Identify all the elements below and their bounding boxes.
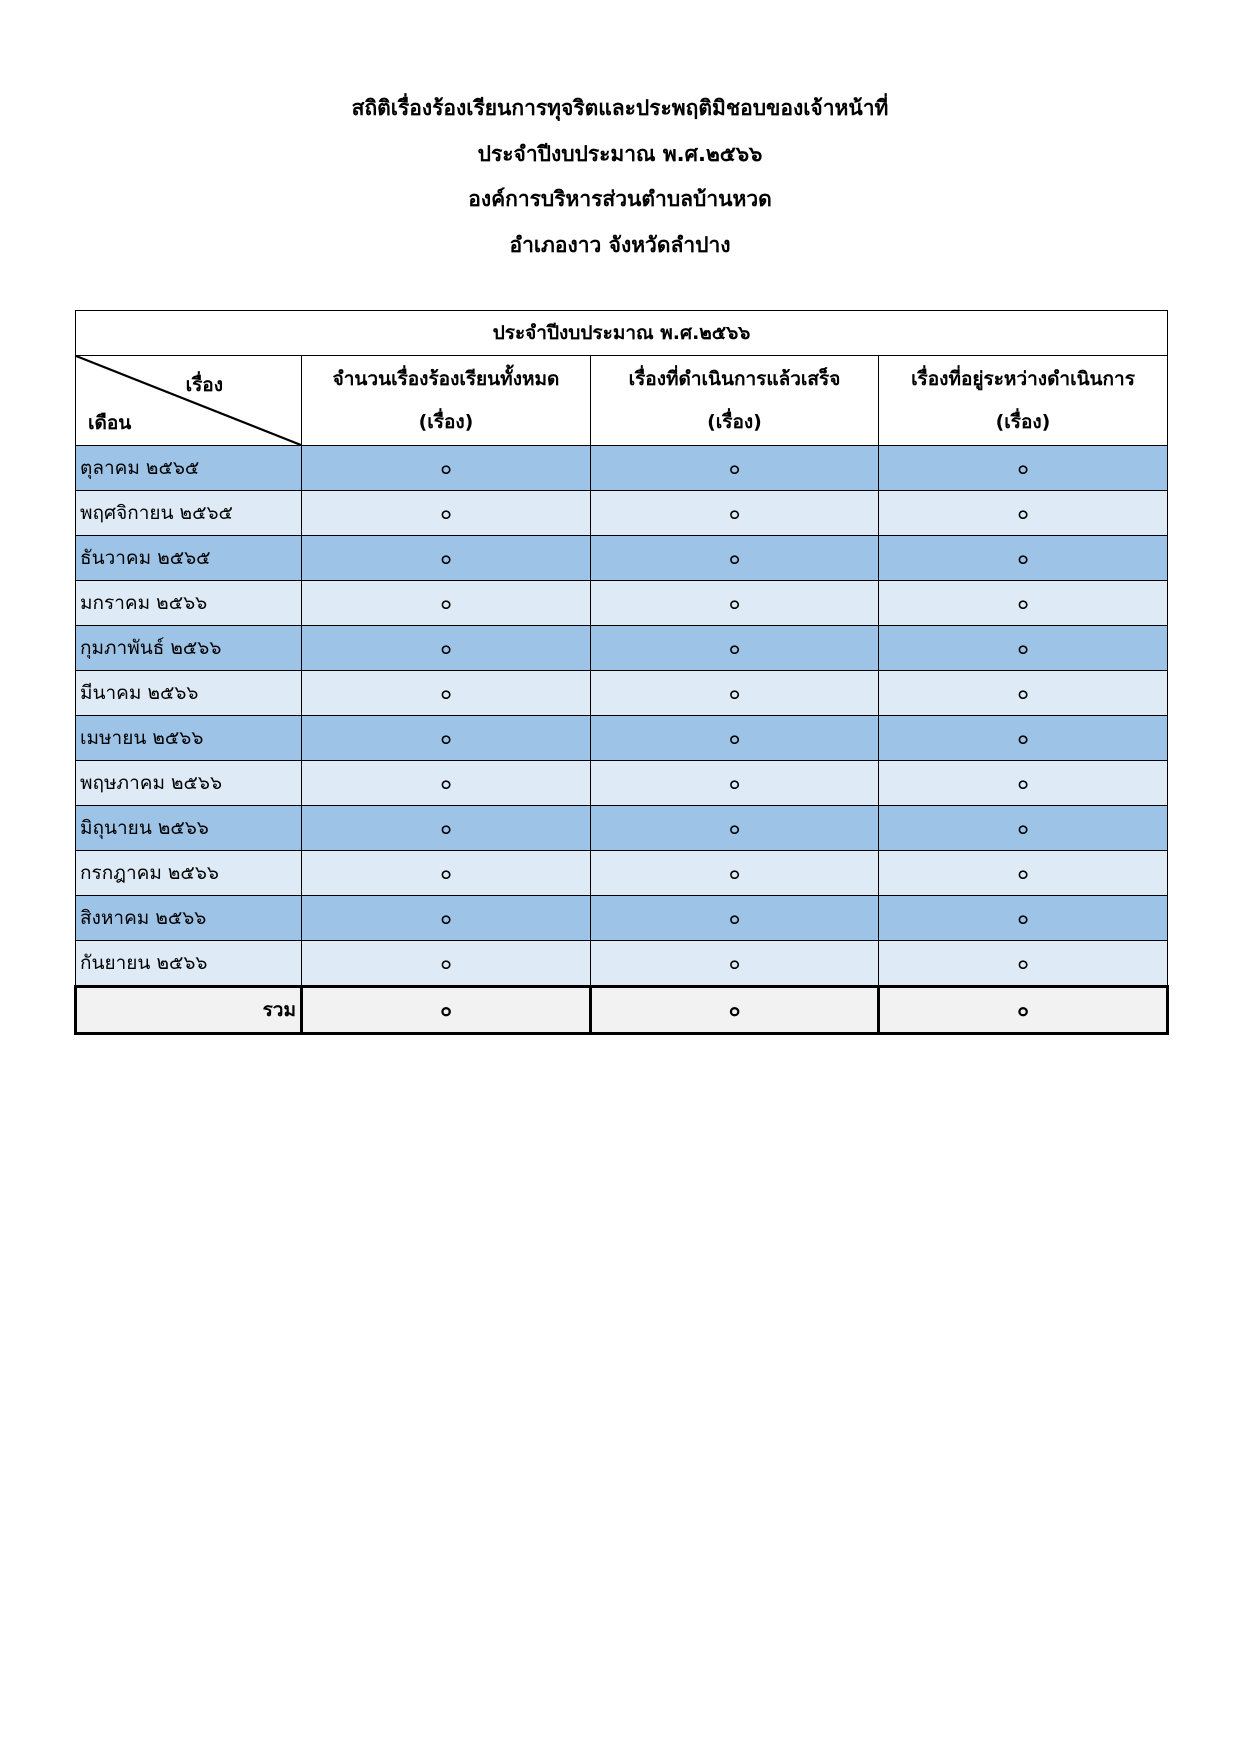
cell-total: ๐ xyxy=(302,491,591,536)
cell-in-progress: ๐ xyxy=(879,851,1168,896)
cell-in-progress: ๐ xyxy=(879,491,1168,536)
table-row xyxy=(76,761,1168,806)
column-header-in-progress xyxy=(879,356,1168,446)
total-value-in-progress: ๐ xyxy=(879,987,1168,1034)
column-header-in-progress-line2: (เรื่อง) xyxy=(995,410,1051,433)
month-cell: มีนาคม ๒๕๖๖ xyxy=(76,671,302,716)
column-header-completed xyxy=(591,356,879,446)
cell-total: ๐ xyxy=(302,671,591,716)
month-cell: กุมภาพันธ์ ๒๕๖๖ xyxy=(76,626,302,671)
cell-completed: ๐ xyxy=(591,671,879,716)
cell-completed: ๐ xyxy=(591,941,879,987)
cell-total: ๐ xyxy=(302,896,591,941)
cell-total: ๐ xyxy=(302,806,591,851)
table-total-row xyxy=(76,987,1168,1034)
table-row xyxy=(76,851,1168,896)
month-cell: ธันวาคม ๒๕๖๕ xyxy=(76,536,302,581)
title-line-3: องค์การบริหารส่วนตำบลบ้านหวด xyxy=(468,187,772,211)
table-row xyxy=(76,806,1168,851)
cell-completed: ๐ xyxy=(591,806,879,851)
cell-total: ๐ xyxy=(302,626,591,671)
table-caption: ประจำปีงบประมาณ พ.ศ.๒๕๖๖ xyxy=(76,311,1168,356)
cell-in-progress: ๐ xyxy=(879,671,1168,716)
cell-total: ๐ xyxy=(302,446,591,491)
document-title-block xyxy=(0,86,1240,268)
table-row xyxy=(76,491,1168,536)
title-line-1: สถิติเรื่องร้องเรียนการทุจริตและประพฤติมิชอบของเจ้าหน้าที่ xyxy=(351,96,889,120)
cell-in-progress: ๐ xyxy=(879,536,1168,581)
cell-total: ๐ xyxy=(302,581,591,626)
month-cell: มิถุนายน ๒๕๖๖ xyxy=(76,806,302,851)
cell-completed: ๐ xyxy=(591,446,879,491)
table-row xyxy=(76,716,1168,761)
table-row xyxy=(76,536,1168,581)
cell-in-progress: ๐ xyxy=(879,446,1168,491)
cell-in-progress: ๐ xyxy=(879,896,1168,941)
total-label: รวม xyxy=(76,987,302,1034)
table-row xyxy=(76,446,1168,491)
month-cell: สิงหาคม ๒๕๖๖ xyxy=(76,896,302,941)
header-corner-cell xyxy=(76,356,302,446)
cell-total: ๐ xyxy=(302,536,591,581)
cell-in-progress: ๐ xyxy=(879,806,1168,851)
month-cell: เมษายน ๒๕๖๖ xyxy=(76,716,302,761)
column-header-total xyxy=(302,356,591,446)
cell-completed: ๐ xyxy=(591,851,879,896)
table-row xyxy=(76,941,1168,987)
cell-completed: ๐ xyxy=(591,491,879,536)
cell-in-progress: ๐ xyxy=(879,626,1168,671)
total-value-completed: ๐ xyxy=(591,987,879,1034)
table-row xyxy=(76,581,1168,626)
column-header-total-line2: (เรื่อง) xyxy=(418,410,474,433)
cell-in-progress: ๐ xyxy=(879,581,1168,626)
cell-completed: ๐ xyxy=(591,536,879,581)
cell-total: ๐ xyxy=(302,716,591,761)
table-row xyxy=(76,671,1168,716)
cell-completed: ๐ xyxy=(591,626,879,671)
column-header-completed-line1: เรื่องที่ดำเนินการแล้วเสร็จ xyxy=(628,367,841,390)
cell-completed: ๐ xyxy=(591,761,879,806)
column-header-total-line1: จำนวนเรื่องร้องเรียนทั้งหมด xyxy=(332,367,560,390)
cell-in-progress: ๐ xyxy=(879,761,1168,806)
cell-total: ๐ xyxy=(302,761,591,806)
title-line-2: ประจำปีงบประมาณ พ.ศ.๒๕๖๖ xyxy=(477,141,763,166)
table-row xyxy=(76,626,1168,671)
cell-in-progress: ๐ xyxy=(879,941,1168,987)
header-corner-month: เดือน xyxy=(88,412,132,434)
total-value-all: ๐ xyxy=(302,987,591,1034)
column-header-in-progress-line1: เรื่องที่อยู่ระหว่างดำเนินการ xyxy=(911,367,1135,390)
cell-completed: ๐ xyxy=(591,716,879,761)
table-body xyxy=(76,446,1168,987)
table-header-row xyxy=(76,356,1168,446)
month-cell: กรกฎาคม ๒๕๖๖ xyxy=(76,851,302,896)
month-cell: พฤษภาคม ๒๕๖๖ xyxy=(76,761,302,806)
cell-total: ๐ xyxy=(302,941,591,987)
cell-total: ๐ xyxy=(302,851,591,896)
cell-in-progress: ๐ xyxy=(879,716,1168,761)
cell-completed: ๐ xyxy=(591,896,879,941)
title-line-4: อำเภองาว จังหวัดลำปาง xyxy=(509,232,731,257)
complaint-statistics-table xyxy=(74,310,1169,1035)
month-cell: มกราคม ๒๕๖๖ xyxy=(76,581,302,626)
table-row xyxy=(76,896,1168,941)
header-corner-topic: เรื่อง xyxy=(185,374,223,396)
month-cell: กันยายน ๒๕๖๖ xyxy=(76,941,302,987)
cell-completed: ๐ xyxy=(591,581,879,626)
month-cell: ตุลาคม ๒๕๖๕ xyxy=(76,446,302,491)
column-header-completed-line2: (เรื่อง) xyxy=(707,410,762,433)
month-cell: พฤศจิกายน ๒๕๖๕ xyxy=(76,491,302,536)
